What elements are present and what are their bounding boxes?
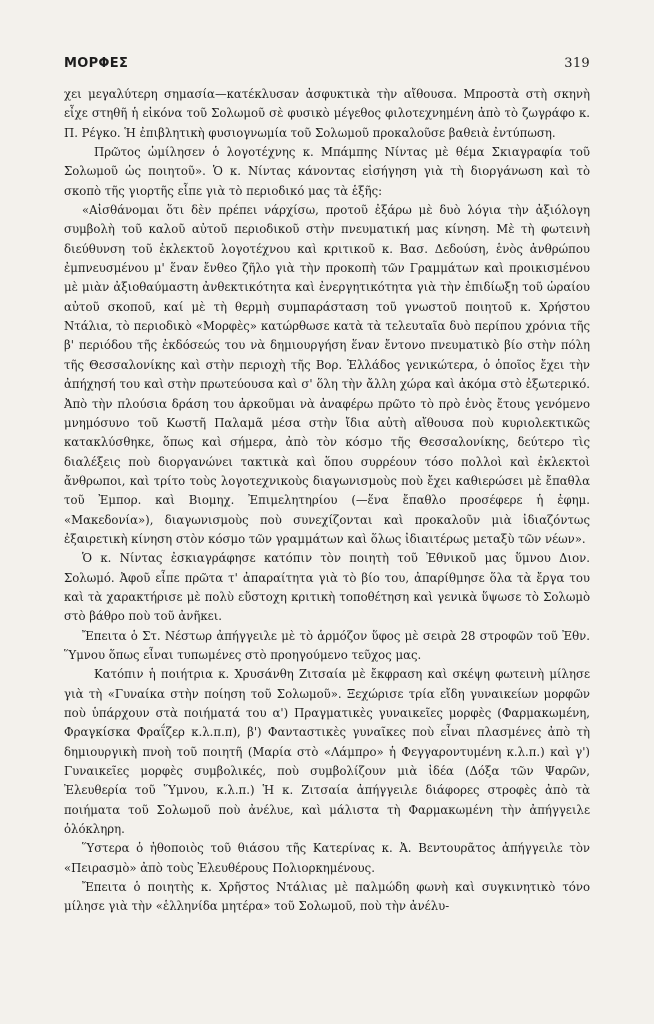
paragraph: Πρῶτος ὡμίλησεν ὁ λογοτέχνης κ. Μπάμπης Νίντας μὲ θέμα Σκιαγραφία τοῦ Σολωμοῦ ὡς ποιητοῦ». Ὁ κ. Νίντας κάνοντας εἰσήγηση γιὰ τὴ διοργάνωση καὶ τὸ σκοπὸ τῆς γιορτῆς εἶπε γιὰ τὸ περιοδικό μας τὰ ἑξῆς: [64,145,590,198]
paragraph: Ἔπειτα ὁ ποιητὴς κ. Χρῆστος Ντάλιας μὲ παλμώδη φωνὴ καὶ συγκινητικὸ τόνο μίλησε γιὰ τὴν «ἑλληνίδα μητέρα» τοῦ Σολωμοῦ, ποὺ τὴν ἀνέλυ- [64,880,590,914]
running-title: ΜΟΡΦΕΣ [64,56,129,71]
paragraph: χει μεγαλύτερη σημασία—κατέκλυσαν ἀσφυκτικὰ τὴν αἴθουσα. Μπροστὰ στὴ σκηνὴ εἶχε στηθῆ ἡ εἰκόνα τοῦ Σολωμοῦ σὲ φυσικὸ μέγεθος φιλοτεχνημένη ἀπὸ τὸ ζωγράφο κ. Π. Ρέγκο. Ἡ ἐπιβλητικὴ φυσιογνωμία τοῦ Σολωμοῦ προκαλοῦσε βαθειὰ ἐντύπωση. [64,87,590,140]
page-number: 319 [564,56,590,71]
page-header [64,56,590,71]
paragraph: «Αἰσθάνομαι ὅτι δὲν πρέπει νάρχίσω, προτοῦ ἐξάρω μὲ δυὸ λόγια τὴν ἀξιόλογη συμβολὴ τοῦ καλοῦ αὐτοῦ περιοδικοῦ στὴν πνευματική μας κίνηση. Μὲ τὴ φωτεινὴ διεύθυνση τοῦ ἐκλεκτοῦ λογοτέχνου καὶ κριτικοῦ κ. Βασ. Δεδούση, ἑνὸς ἀνθρώπου ἐμπνευσμένου μ' ἕναν ἔνθεο ζῆλο γιὰ τὴν προκοπὴ τῶν Γραμμάτων καὶ προικισμένου μὲ μιὰν ἀξιοθαύμαστη ἀνθεκτικότητα καὶ ἐνεργητικότητα γιὰ τὴν ἐπιδίωξη τοῦ ὡραίου αὐτοῦ σκοποῦ, καί μὲ τὴ θερμὴ συμπαράσταση τοῦ γνωστοῦ ποιητοῦ κ. Χρήστου Ντάλια, τὸ περιοδικὸ «Μορφὲς» κατώρθωσε κατὰ τὰ τελευταῖα δυὸ περίπου χρόνια τῆς β' περιόδου τῆς ἐκδόσεώς του νὰ δημιουργήση ἕναν ἔντονο πνευματικὸ βίο στὴν πόλη τῆς Θεσσαλονίκης καὶ στὴν περιοχὴ τῆς Βορ. Ἑλλάδος γενικώτερα, ὁ ὁποῖος ἔχει τὴν ἀπήχησή του καὶ στὴν πρωτεύουσα καὶ σ' ὅλη τὴν ἄλλη χώρα καὶ ἀκόμα στὸ ἐξωτερικό. Ἀπὸ τὴν πλούσια δράση του ἀρκοῦμαι νὰ ἀναφέρω πρῶτο τὸ πρὸ ἑνὸς ἔτους γενόμενο μνημόσυνο τοῦ Κωστῆ Παλαμᾶ μέσα στὴν ἴδια αὐτὴ αἴθουσα ποὺ κυριολεκτικῶς κατακλύσθηκε, ὅπως καὶ σήμερα, ἀπὸ τὸν κόσμο τῆς Θεσσαλονίκης, δεύτερο τὶς διαλέξεις ποὺ διοργανώνει τακτικὰ καὶ ὅπου συρρέουν τόσο πολλοὶ καὶ ἐκλεκτοὶ ἄνθρωποι, καὶ τρίτο τοὺς λογοτεχνικοὺς διαγωνισμοὺς ποὺ ἔχει καθιερώσει μὲ ἔπαθλα τοῦ Ἐμπορ. καὶ Βιομηχ. Ἐπιμελητηρίου (—ἕνα ἔπαθλο προσέφερε ἡ ἐφημ. «Μακεδονία»), διαγωνισμοὺς ποὺ συνεχίζονται καὶ προκαλοῦν μιὰ ἰδιαζόντως ἐξαιρετικὴ κίνηση στὸν κόσμο τῶν γραμμάτων καὶ ὅλως ἰδιαιτέρως μεταξὺ τῶν νέων». [64,203,590,546]
paragraph: Ὁ κ. Νίντας ἐσκιαγράφησε κατόπιν τὸν ποιητὴ τοῦ Ἐθνικοῦ μας ὕμνου Διον. Σολωμό. Ἀφοῦ εἶπε πρῶτα τ' ἀπαραίτητα γιὰ τὸ βίο του, ἀπαρίθμησε ὅλα τὰ ἔργα του καὶ τὰ χαρακτήρισε μὲ πολὺ εὔστοχη κριτικὴ τοποθέτηση καὶ γενικὰ ὕψωσε τὸ Σολωμὸ στὸ βάθρο ποὺ τοῦ ἀνῆκει. [64,551,590,624]
paragraph: Κατόπιν ἡ ποιήτρια κ. Χρυσάνθη Ζιτσαία μὲ ἔκφραση καὶ σκέψη φωτεινὴ μίλησε γιὰ τὴ «Γυναίκα στὴν ποίηση τοῦ Σολωμοῦ». Ξεχώρισε τρία εἴδη γυναικείων μορφῶν ποὺ ὑπάρχουν στὰ ποιήματά του α') Πραγματικὲς γυναικεῖες μορφὲς (Φαρμακωμένη, Φραγκίσκα Φραΐζερ κ.λ.π.π), β') Φανταστικὲς γυναῖκες ποὺ εἶναι πλασμένες ἀπὸ τὴ δημιουργικὴ πνοὴ τοῦ ποιητῆ (Μαρία στὸ «Λάμπρο» ἡ Φεγγαροντυμένη κ.λ.π.) καὶ γ') Γυναικεῖες μορφὲς συμβολικές, ποὺ συμβολίζουν μιὰ ἰδέα (Δόξα τῶν Ψαρῶν, Ἐλευθερία τοῦ Ὕμνου, κ.λ.π.) Ἡ κ. Ζιτσαία ἀπήγγειλε διάφορες στροφὲς ἀπὸ τὰ ποιήματα τοῦ Σολωμοῦ ποὺ ἀνέλυε, καὶ μάλιστα τὴ Φαρμακωμένη τὴν ἀπήγγειλε ὁλόκληρη. [64,667,590,837]
body-text [64,85,590,917]
paragraph: Ὕστερα ὁ ἠθοποιὸς τοῦ θιάσου τῆς Κατερίνας κ. Ἀ. Βεντουρᾶτος ἀπήγγειλε τὸν «Πειρασμὸ» ἀπὸ τοὺς Ἐλευθέρους Πολιορκημένους. [64,841,590,875]
paragraph: Ἔπειτα ὁ Στ. Νέστωρ ἀπήγγειλε μὲ τὸ ἁρμόζον ὕφος μὲ σειρὰ 28 στροφῶν τοῦ Ἐθν. Ὕμνου ὅπως εἶναι τυπωμένες στὸ προηγούμενο τεῦχος μας. [64,628,590,662]
